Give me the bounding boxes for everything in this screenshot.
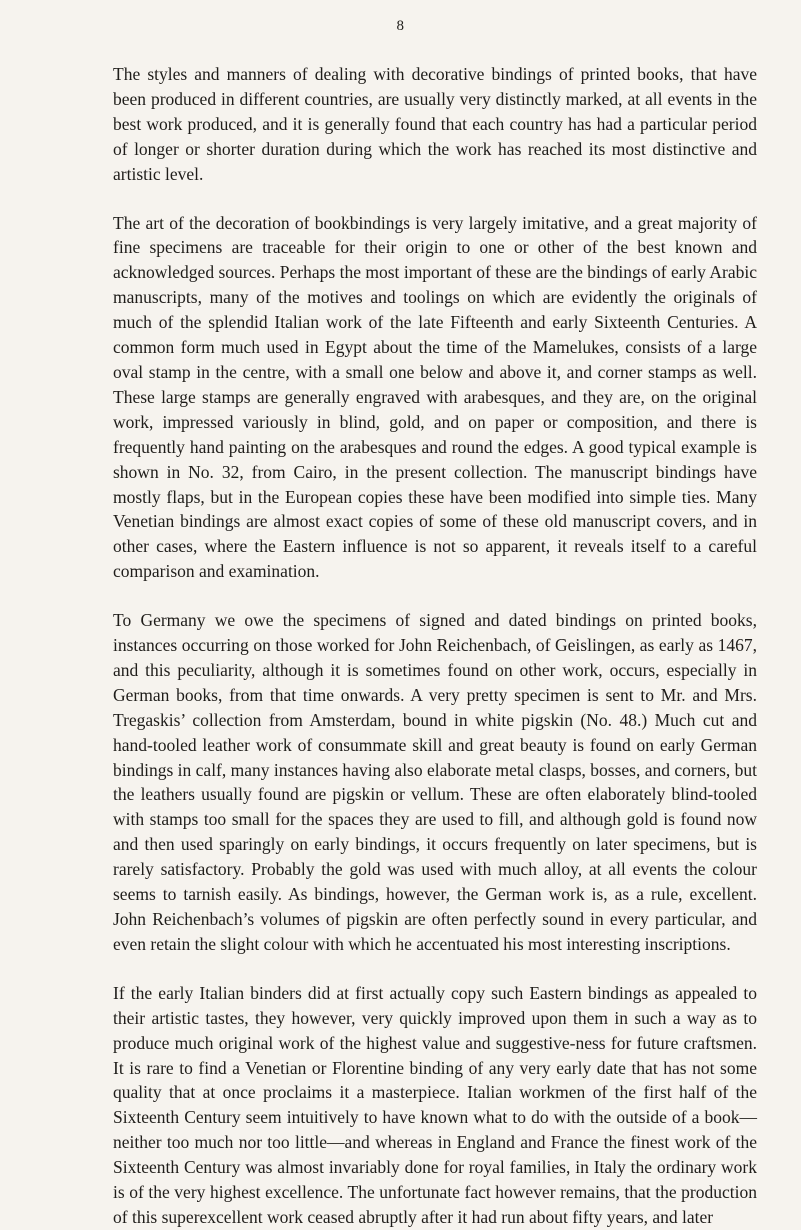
paragraph-styles-and-manners: The styles and manners of dealing with decorative bindings of printed books, that have been produced in different countries, are usually very distinctly marked, at all events in the best work produced, and it is generally found that each country has had a particular period of longer or shorter duration during which the work has reached its most distinctive and artistic level. — [113, 64, 757, 184]
paragraph-italian-binders: If the early Italian binders did at first actually copy such Eastern bindings as appealed to their artistic tastes, they however, very quickly improved upon them in such a way as to produce much original work of the highest value and suggestive-ness for future craftsmen. It is rare to find a Venetian or Florentine binding of any very early date that has not some quality that at once proclaims it a masterpiece. Italian workmen of the first half of the Sixteenth Century seem intuitively to have known what to do with the outside of a book—neither too much nor too little—and whereas in England and France the finest work of the Sixteenth Century was almost invariably done for royal families, in Italy the ordinary work is of the very highest excellence. The unfortunate fact however remains, that the production of this superexcellent work ceased abruptly after it had run about fifty years, and later — [113, 982, 757, 1227]
page-number: 8 — [396, 18, 405, 34]
paragraph-art-of-decoration: The art of the decoration of bookbindings is very largely imitative, and a great majority of fine specimens are traceable for their origin to one or other of the best known and acknowledged sources. Perhaps the most important of these are the bindings of early Arabic manuscripts, many of the motives and toolings on which are evidently the originals of much of the splendid Italian work of the late Fifteenth and early Sixteenth Centuries. A common form much used in Egypt about the time of the Mamelukes, consists of a large oval stamp in the centre, with a small one below and above it, and corner stamps as well. These large stamps are generally engraved with arabesques, and they are, on the original work, impressed variously in blind, gold, and on paper or composition, and there is frequently hand painting on the arabesques and round the edges. A good typical example is shown in No. 32, from Cairo, in the present collection. The manuscript bindings have mostly flaps, but in the European copies these have been modified into simple ties. Many Venetian bindings are almost exact copies of some of these old manuscript covers, and in other cases, where the Eastern influence is not so apparent, it reveals itself to a careful comparison and examination. — [113, 212, 757, 582]
paragraph-germany-bindings: To Germany we owe the specimens of signed and dated bindings on printed books, instances occurring on those worked for John Reichenbach, of Geislingen, as early as 1467, and this peculiarity, although it is sometimes found on other work, occurs, especially in German books, from that time onwards. A very pretty specimen is sent to Mr. and Mrs. Tregaskis’ collection from Amsterdam, bound in white pigskin (No. 48.) Much cut and hand-tooled leather work of consummate skill and great beauty is found on early German bindings in calf, many instances having also elaborate metal clasps, bosses, and corners, but the leathers usually found are pigskin or vellum. These are often elaborately blind-tooled with stamps too small for the spaces they are used to fill, and although gold is found now and then used sparingly on early bindings, it occurs frequently on later specimens, but is rarely satisfactory. Probably the gold was used with much alloy, at all events the colour seems to tarnish easily. As bindings, however, the German work is, as a rule, excellent. John Reichenbach’s volumes of pigskin are often perfectly sound in every particular, and even retain the slight colour with which he accentuated his most interesting inscriptions. — [113, 610, 757, 954]
